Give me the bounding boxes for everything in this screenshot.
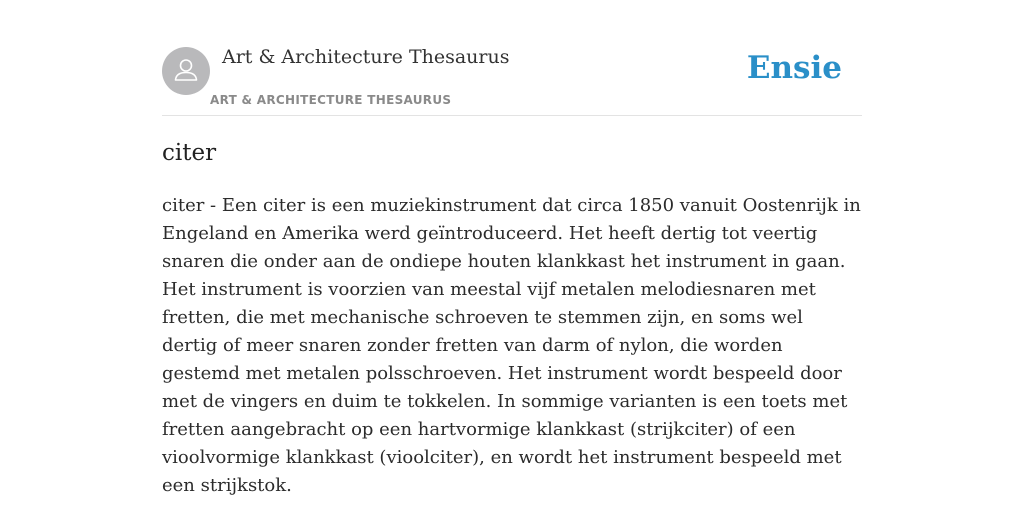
brand-logo[interactable]: Ensie xyxy=(746,50,842,86)
page-title: citer xyxy=(162,140,217,166)
source-subtitle[interactable]: ART & ARCHITECTURE THESAURUS xyxy=(210,93,452,107)
header-divider xyxy=(162,115,862,116)
definition-text: citer - Een citer is een muziekinstrument dat circa 1850 vanuit Oostenrijk in Engeland en Amerika werd geïntroduceerd. Het heeft dertig tot veertig snaren die onder aan de ondiepe houten klankkast het instrument in gaan. Het instrument is voorzien van meestal vijf metalen melodiesnaren met fretten, die met mechanische schroeven te stemmen zijn, en soms wel dertig of meer snaren zonder fretten van darm of nylon, die worden gestemd met metalen polsschroeven. Het instrument wordt bespeeld door met de vingers en duim te tokkelen. In sommige varianten is een toets met fretten aangebracht op een hartvormige klankkast (strijkciter) of een vioolvormige klankkast (vioolciter), en wordt het instrument bespeeld met een strijkstok. xyxy=(162,195,861,496)
avatar[interactable] xyxy=(162,47,210,95)
source-title[interactable]: Art & Architecture Thesaurus xyxy=(222,46,510,68)
user-icon xyxy=(162,47,210,95)
